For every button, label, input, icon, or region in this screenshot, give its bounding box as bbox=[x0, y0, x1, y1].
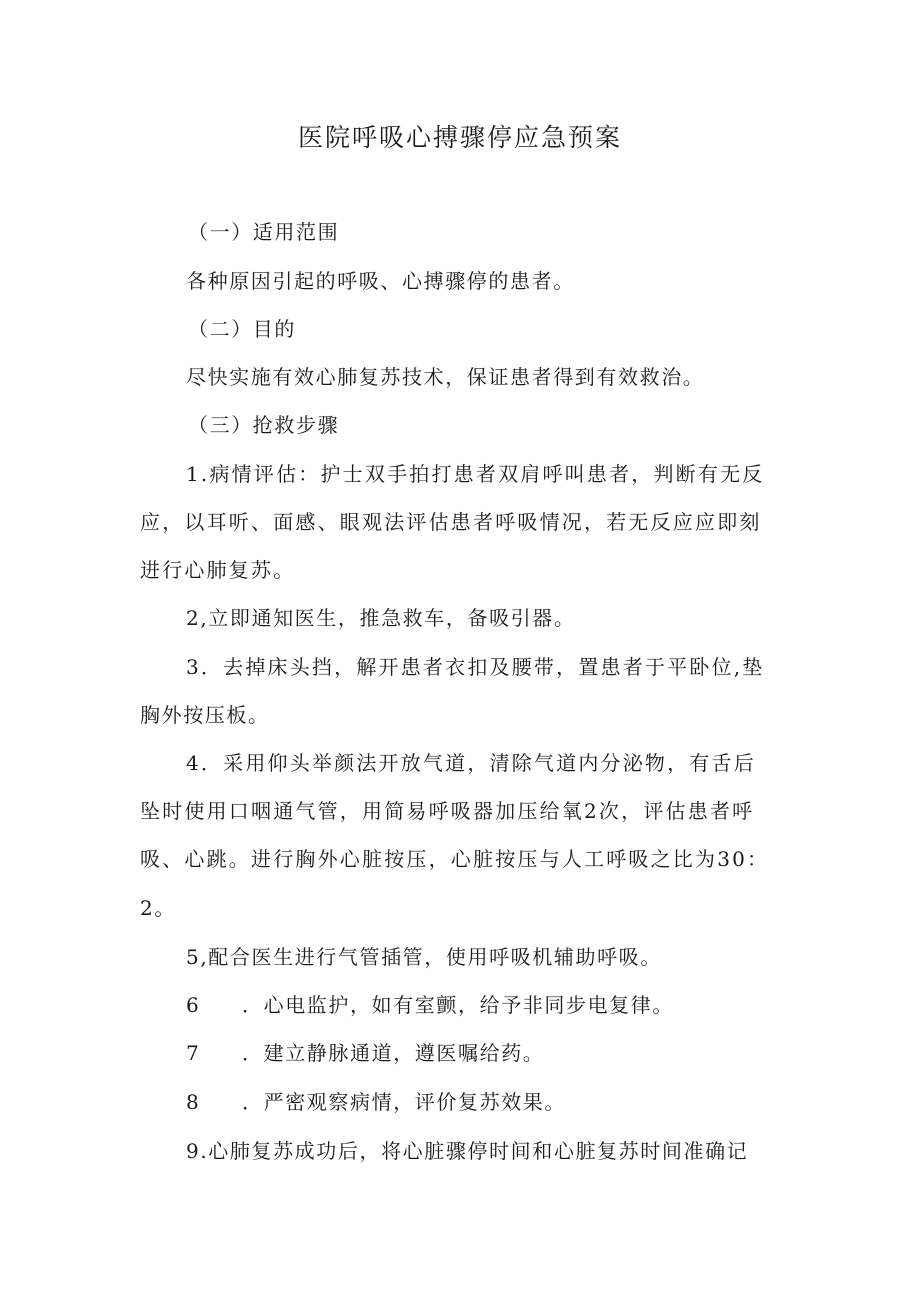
section-heading-purpose: （二）目的 bbox=[188, 317, 296, 341]
section-text-purpose: 尽快实施有效心肺复苏技术，保证患者得到有效救治。 bbox=[186, 365, 705, 389]
step-4-line-4: 2。 bbox=[140, 896, 176, 920]
step-4-line-1: 4．采用仰头举颜法开放气道，清除气道内分泌物，有舌后 bbox=[186, 751, 756, 775]
step-5: 5,配合医生进行气管插管，使用呼吸机辅助呼吸。 bbox=[186, 945, 662, 969]
step-3-line-2: 胸外按压板。 bbox=[140, 703, 270, 727]
step-8-text: ．严密观察病情，评价复苏效果。 bbox=[242, 1090, 566, 1114]
step-8 bbox=[186, 1087, 566, 1117]
step-6-text: ．心电监护，如有室颤，给予非同步电复律。 bbox=[242, 993, 674, 1017]
step-1-line-1: 1.病情评估：护士双手拍打患者双肩呼叫患者，判断有无反 bbox=[186, 462, 765, 486]
step-7 bbox=[186, 1038, 544, 1068]
step-1-line-3: 进行心肺复苏。 bbox=[140, 558, 296, 582]
section-heading-scope: （一）适用范围 bbox=[188, 220, 340, 244]
step-7-text: ．建立静脉通道，遵医嘱给药。 bbox=[242, 1041, 545, 1065]
step-1-line-2: 应，以耳听、面感、眼观法评估患者呼吸情况，若无反应应即刻 bbox=[140, 510, 762, 534]
step-4-line-2: 坠时使用口咽通气管，用简易呼吸器加压给氧2次，评估患者呼 bbox=[140, 799, 755, 823]
step-4-line-3: 吸、心跳。进行胸外心脏按压，心脏按压与人工呼吸之比为30： bbox=[140, 847, 770, 871]
step-6-number: 6 bbox=[186, 993, 201, 1017]
section-heading-steps: （三）抢救步骤 bbox=[188, 413, 340, 437]
section-text-scope: 各种原因引起的呼吸、心搏骤停的患者。 bbox=[186, 269, 575, 293]
step-8-number: 8 bbox=[186, 1090, 201, 1114]
step-7-number: 7 bbox=[186, 1041, 201, 1065]
step-9-line-1: 9.心肺复苏成功后，将心脏骤停时间和心脏复苏时间准确记 bbox=[186, 1139, 749, 1163]
step-6 bbox=[186, 990, 674, 1020]
step-3-line-1: 3．去掉床头挡，解开患者衣扣及腰带，置患者于平卧位,垫 bbox=[186, 655, 765, 679]
step-2: 2,立即通知医生，推急救车，备吸引器。 bbox=[186, 606, 576, 630]
document-title: 医院呼吸心搏骤停应急预案 bbox=[297, 123, 622, 152]
